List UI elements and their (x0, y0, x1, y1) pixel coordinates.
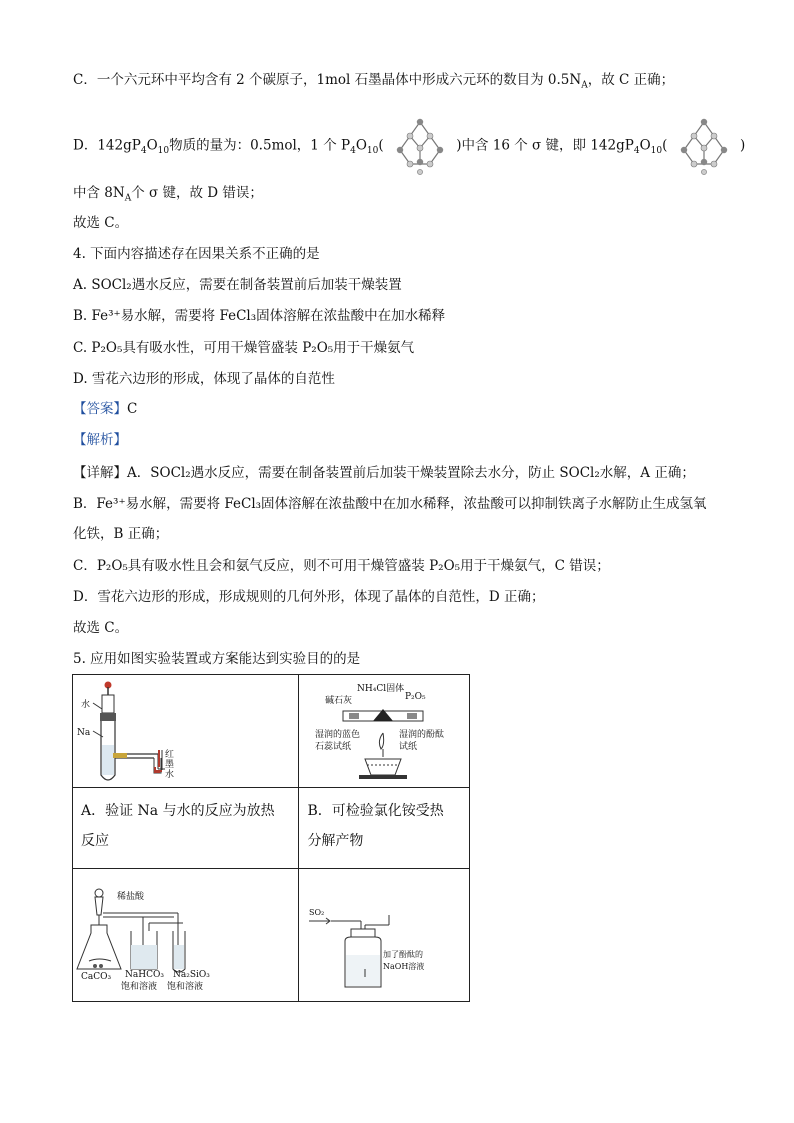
text: O (639, 137, 651, 154)
figure-b-nh4cl-apparatus (299, 675, 469, 787)
label-nahco3-2: 饱和溶液 (121, 982, 158, 992)
detail-tag: 【详解】 (73, 465, 127, 481)
label-p2o5: P₂O₅ (405, 692, 427, 702)
q4-answer (73, 399, 137, 419)
label-red-ink-2: 墨 (165, 760, 175, 770)
subscript: 10 (366, 146, 379, 157)
label-hcl: 稀盐酸 (117, 892, 145, 902)
label-na: Na (77, 728, 91, 738)
figure-c-cell (73, 869, 299, 1002)
q4-option-d: D. 雪花六边形的形成，体现了晶体的自范性 (73, 371, 335, 387)
answer-tag: 【答案】 (73, 401, 127, 417)
caption-a (73, 788, 299, 869)
experiment-table (72, 674, 470, 1002)
solution-line-d2 (73, 183, 263, 209)
answer-value: C (127, 401, 138, 417)
text: C．一个六元环中平均含有 2 个碳原子，1mol 石墨晶体中形成六元环的数目为 0.5N (73, 72, 582, 88)
q4-detail-a (73, 463, 695, 483)
text: O (146, 137, 158, 154)
label-na2sio3-2: 饱和溶液 (167, 982, 204, 992)
label-water: 水 (81, 700, 91, 710)
subscript: 4 (633, 146, 640, 157)
q4-detail-b2: 化铁，B 正确； (73, 526, 169, 542)
text: A．SOCl₂遇水反应，需要在制备装置前后加装干燥装置除去水分，防止 SOCl₂水解，A 正确； (127, 465, 695, 481)
text: ，故 C 正确； (587, 72, 675, 88)
text: 中含 8N (73, 185, 125, 201)
label-nahco3-1: NaHCO₃ (125, 970, 164, 980)
label-phenol-2: 试纸 (399, 742, 418, 752)
q4-choose: 故选 C。 (73, 620, 129, 636)
label-red-ink-1: 红 (165, 750, 175, 760)
subscript: A (581, 80, 588, 91)
caption-a-text: A．验证 Na 与水的反应为放热反应 (81, 803, 275, 849)
q4-detail-d: D．雪花六边形的形成，形成规则的几何外形，体现了晶体的自范性，D 正确； (73, 589, 545, 605)
q4-analysis-tag (73, 430, 127, 450)
label-litmus-1: 湿润的蓝色 (315, 730, 361, 740)
caption-b-text: B．可检验氯化铵受热分解产物 (307, 803, 444, 849)
text: O (355, 137, 367, 154)
figure-d-cell (299, 869, 470, 1002)
figure-c-acid-carbonate-silicate-apparatus (73, 869, 299, 1001)
solution-line-d (73, 114, 745, 178)
label-nh4cl: NH₄Cl固体 (357, 684, 405, 694)
text: )中含 16 个 σ 键，即 142gP (456, 137, 634, 154)
q4-option-b: B. Fe³⁺易水解，需要将 FeCl₃固体溶解在浓盐酸中在加水稀释 (73, 308, 446, 324)
q4-option-c: C. P₂O₅具有吸水性，可用干燥管盛装 P₂O₅用于干燥氨气 (73, 340, 415, 356)
q4-detail-c: C．P₂O₅具有吸水性且会和氨气反应，则不可用干燥管盛装 P₂O₅用于干燥氨气，C 错误； (73, 558, 610, 574)
q4-option-a: A. SOCl₂遇水反应，需要在制备装置前后加装干燥装置 (73, 277, 402, 293)
q5-stem: 5. 应用如图实验装置或方案能达到实验目的的是 (73, 651, 361, 667)
label-red-ink-3: 水 (165, 770, 175, 780)
solution-line-c (73, 70, 674, 96)
analysis-tag: 【解析】 (73, 432, 127, 448)
label-soda-lime: 碱石灰 (325, 696, 353, 706)
text: ( (662, 137, 668, 154)
q4-detail-b1: B．Fe³⁺易水解，需要将 FeCl₃固体溶解在浓盐酸中在加水稀释，浓盐酸可以抑制铁离子水解防止生成氢氧 (73, 496, 707, 512)
p4o10-molecule-figure (672, 114, 736, 178)
label-litmus-2: 石蕊试纸 (315, 742, 352, 752)
subscript: 4 (140, 146, 147, 157)
subscript: A (124, 193, 132, 204)
figure-b-cell (299, 675, 470, 788)
figure-d-so2-naoh-apparatus (299, 869, 469, 1001)
label-phenol-1: 湿润的酚酞 (399, 730, 445, 740)
label-caco3: CaCO₃ (81, 972, 112, 982)
figure-a-na-water-apparatus (73, 675, 299, 787)
caption-b (299, 788, 470, 869)
text: ) (739, 137, 746, 154)
label-na2sio3-1: Na₂SiO₃ (173, 970, 210, 980)
label-so2: SO₂ (309, 908, 325, 917)
text: ( (378, 137, 384, 154)
figure-a-cell (73, 675, 299, 788)
q4-stem: 4. 下面内容描述存在因果关系不正确的是 (73, 246, 320, 262)
choose-line: 故选 C。 (73, 215, 129, 231)
text: D．142gP (73, 137, 141, 154)
text: 个 σ 键，故 D 错误； (131, 185, 263, 201)
label-naoh-1: 加了酚酞的 (383, 950, 424, 959)
p4o10-molecule-figure (388, 114, 452, 178)
subscript: 10 (650, 146, 663, 157)
text: 物质的量为：0.5mol，1 个 P (169, 137, 351, 154)
label-naoh-2: NaOH溶液 (383, 962, 425, 971)
subscript: 10 (157, 146, 170, 157)
subscript: 4 (350, 146, 356, 157)
